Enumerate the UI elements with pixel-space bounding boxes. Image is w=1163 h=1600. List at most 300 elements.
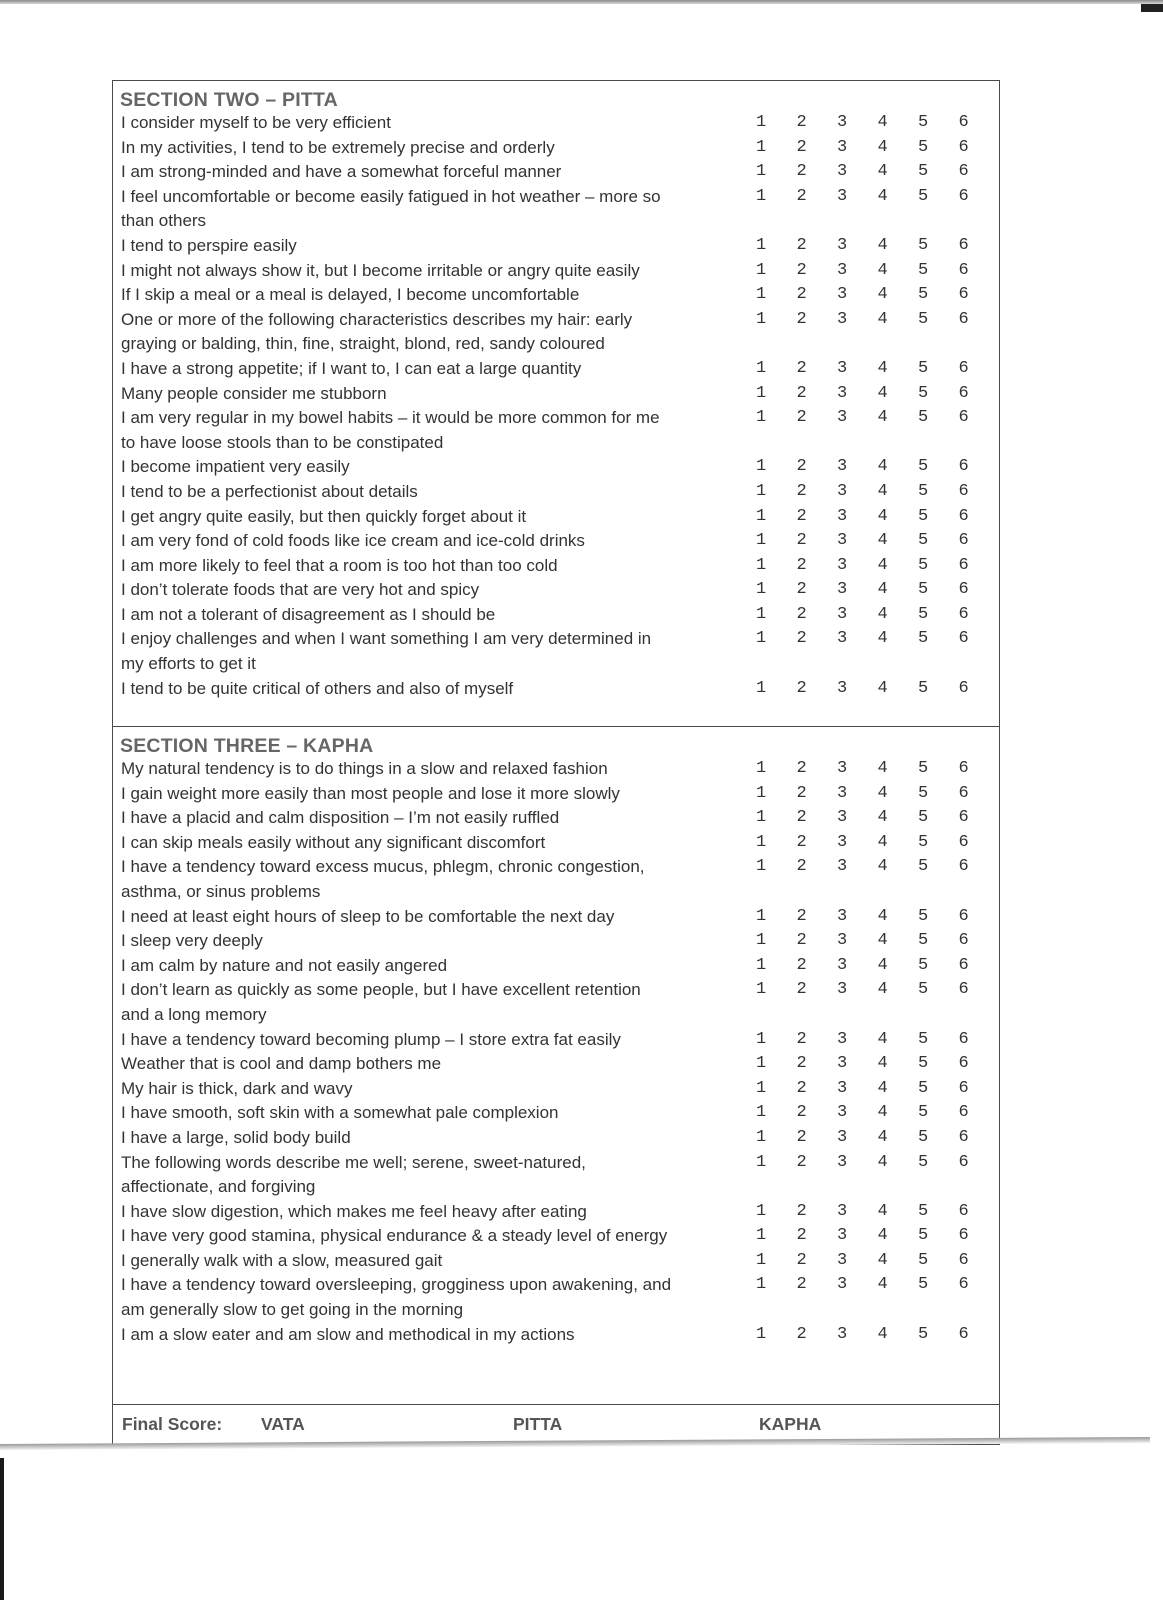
rating-option-4[interactable]: 4 [877, 1250, 888, 1270]
rating-scale [756, 1052, 999, 1077]
rating-option-3[interactable]: 3 [837, 1275, 848, 1295]
rating-option-1[interactable]: 1 [756, 186, 767, 206]
section-title: SECTION TWO – PITTA [120, 89, 338, 111]
rating-option-3[interactable]: 3 [837, 1324, 848, 1344]
rating-scale [756, 185, 999, 210]
rating-option-3[interactable]: 3 [837, 808, 848, 828]
rating-option-5[interactable]: 5 [918, 408, 929, 428]
rating-option-5[interactable]: 5 [918, 808, 929, 828]
rating-option-4[interactable]: 4 [877, 1201, 888, 1221]
rating-option-4[interactable]: 4 [877, 235, 888, 255]
rating-option-2[interactable]: 2 [796, 186, 807, 206]
question-row [113, 1151, 999, 1176]
rating-option-2[interactable]: 2 [796, 309, 807, 329]
rating-option-5[interactable]: 5 [918, 1324, 929, 1344]
question-row [113, 677, 999, 702]
rating-option-5[interactable]: 5 [918, 137, 929, 157]
rating-option-2[interactable]: 2 [796, 260, 807, 280]
final-score-kapha[interactable]: KAPHA [759, 1414, 822, 1434]
rating-option-1[interactable]: 1 [756, 980, 767, 1000]
rating-option-2[interactable]: 2 [796, 629, 807, 649]
rating-option-2[interactable]: 2 [796, 580, 807, 600]
rating-option-2[interactable]: 2 [796, 137, 807, 157]
rating-option-2[interactable]: 2 [796, 408, 807, 428]
rating-scale [756, 929, 999, 954]
rating-option-6[interactable]: 6 [958, 906, 969, 926]
rating-option-1[interactable]: 1 [756, 759, 767, 778]
rating-option-5[interactable]: 5 [918, 1029, 929, 1049]
rating-option-1[interactable]: 1 [756, 955, 767, 975]
rating-option-5[interactable]: 5 [918, 604, 929, 624]
final-score-pitta[interactable]: PITTA [513, 1414, 563, 1434]
rating-option-6[interactable]: 6 [958, 1127, 969, 1147]
rating-option-1[interactable]: 1 [756, 1103, 767, 1123]
rating-option-6[interactable]: 6 [958, 383, 969, 403]
rating-option-3[interactable]: 3 [837, 1226, 848, 1246]
rating-option-4[interactable]: 4 [877, 1324, 888, 1344]
rating-option-1[interactable]: 1 [756, 783, 767, 803]
rating-option-4[interactable]: 4 [877, 1152, 888, 1172]
scan-artifact [1141, 4, 1163, 12]
rating-option-1[interactable]: 1 [756, 260, 767, 280]
rating-option-2[interactable]: 2 [796, 1152, 807, 1172]
rating-option-2[interactable]: 2 [796, 555, 807, 575]
scan-artifact [0, 1458, 4, 1600]
rating-option-3[interactable]: 3 [837, 1250, 848, 1270]
rating-option-2[interactable]: 2 [796, 783, 807, 803]
rating-option-3[interactable]: 3 [837, 186, 848, 206]
rating-option-2[interactable]: 2 [796, 531, 807, 551]
rating-option-6[interactable]: 6 [958, 260, 969, 280]
rating-option-6[interactable]: 6 [958, 580, 969, 600]
rating-option-4[interactable]: 4 [877, 309, 888, 329]
question-row [113, 1323, 999, 1348]
rating-option-1[interactable]: 1 [756, 1324, 767, 1344]
question-row [113, 136, 999, 161]
rating-option-2[interactable]: 2 [796, 857, 807, 877]
rating-option-5[interactable]: 5 [918, 1152, 929, 1172]
rating-option-3[interactable]: 3 [837, 759, 848, 778]
question-row [113, 308, 999, 333]
question-text: Weather that is cool and damp bothers me [121, 1054, 442, 1074]
rating-option-3[interactable]: 3 [837, 235, 848, 255]
rating-option-3[interactable]: 3 [837, 832, 848, 852]
rating-option-6[interactable]: 6 [958, 358, 969, 378]
rating-option-6[interactable]: 6 [958, 604, 969, 624]
rating-option-6[interactable]: 6 [958, 931, 969, 951]
rating-scale [756, 978, 999, 1003]
rating-option-2[interactable]: 2 [796, 358, 807, 378]
rating-option-5[interactable]: 5 [918, 1201, 929, 1221]
rating-option-1[interactable]: 1 [756, 629, 767, 649]
question-text: I don’t tolerate foods that are very hot and spicy [121, 580, 480, 600]
rating-option-3[interactable]: 3 [837, 481, 848, 501]
rating-option-1[interactable]: 1 [756, 531, 767, 551]
rating-option-1[interactable]: 1 [756, 1201, 767, 1221]
rating-option-5[interactable]: 5 [918, 506, 929, 526]
rating-option-2[interactable]: 2 [796, 1324, 807, 1344]
rating-option-5[interactable]: 5 [918, 980, 929, 1000]
rating-option-1[interactable]: 1 [756, 457, 767, 477]
rating-option-3[interactable]: 3 [837, 285, 848, 305]
question-row-continuation [113, 209, 999, 234]
rating-option-4[interactable]: 4 [877, 857, 888, 877]
rating-option-3[interactable]: 3 [837, 1029, 848, 1049]
rating-option-2[interactable]: 2 [796, 931, 807, 951]
rating-option-4[interactable]: 4 [877, 113, 888, 132]
rating-option-3[interactable]: 3 [837, 408, 848, 428]
rating-scale [756, 578, 999, 603]
question-row [113, 1249, 999, 1274]
rating-option-1[interactable]: 1 [756, 1029, 767, 1049]
rating-option-5[interactable]: 5 [918, 481, 929, 501]
rating-option-1[interactable]: 1 [756, 162, 767, 182]
question-text: asthma, or sinus problems [121, 881, 321, 901]
rating-option-4[interactable]: 4 [877, 506, 888, 526]
rating-option-2[interactable]: 2 [796, 285, 807, 305]
question-text: I am more likely to feel that a room is too hot than too cold [121, 555, 558, 575]
rating-option-2[interactable]: 2 [796, 1078, 807, 1098]
rating-option-6[interactable]: 6 [958, 408, 969, 428]
rating-option-6[interactable]: 6 [958, 955, 969, 975]
question-text: I have smooth, soft skin with a somewhat pale complexion [121, 1103, 559, 1123]
rating-option-3[interactable]: 3 [837, 857, 848, 877]
rating-scale [756, 554, 999, 579]
question-text: I tend to be quite critical of others and also of myself [121, 678, 514, 698]
rating-option-4[interactable]: 4 [877, 1029, 888, 1049]
question-text: I have a strong appetite; if I want to, I can eat a large quantity [121, 358, 582, 378]
final-score-vata[interactable]: VATA [261, 1414, 305, 1434]
rating-option-5[interactable]: 5 [918, 285, 929, 305]
rating-option-4[interactable]: 4 [877, 383, 888, 403]
question-row [113, 160, 999, 185]
rating-option-1[interactable]: 1 [756, 113, 767, 132]
rating-option-5[interactable]: 5 [918, 235, 929, 255]
rating-option-6[interactable]: 6 [958, 113, 969, 132]
rating-option-5[interactable]: 5 [918, 1103, 929, 1123]
rating-option-2[interactable]: 2 [796, 1103, 807, 1123]
rating-option-2[interactable]: 2 [796, 832, 807, 852]
rating-option-1[interactable]: 1 [756, 1250, 767, 1270]
rating-option-6[interactable]: 6 [958, 481, 969, 501]
rating-option-3[interactable]: 3 [837, 931, 848, 951]
rating-scale [756, 357, 999, 382]
rating-option-2[interactable]: 2 [796, 678, 807, 698]
rating-option-3[interactable]: 3 [837, 1078, 848, 1098]
rating-option-6[interactable]: 6 [958, 162, 969, 182]
rating-option-1[interactable]: 1 [756, 1226, 767, 1246]
rating-option-6[interactable]: 6 [958, 808, 969, 828]
rating-option-1[interactable]: 1 [756, 832, 767, 852]
rating-option-5[interactable]: 5 [918, 783, 929, 803]
rating-option-4[interactable]: 4 [877, 162, 888, 182]
rating-option-3[interactable]: 3 [837, 629, 848, 649]
rating-option-1[interactable]: 1 [756, 408, 767, 428]
rating-option-1[interactable]: 1 [756, 604, 767, 624]
rating-option-2[interactable]: 2 [796, 1054, 807, 1074]
rating-option-2[interactable]: 2 [796, 906, 807, 926]
rating-option-4[interactable]: 4 [877, 1127, 888, 1147]
question-row [113, 1028, 999, 1053]
rating-option-2[interactable]: 2 [796, 113, 807, 132]
rating-option-6[interactable]: 6 [958, 759, 969, 778]
rating-option-6[interactable]: 6 [958, 186, 969, 206]
rating-option-5[interactable]: 5 [918, 309, 929, 329]
rating-option-4[interactable]: 4 [877, 1054, 888, 1074]
rating-option-4[interactable]: 4 [877, 555, 888, 575]
rating-option-4[interactable]: 4 [877, 832, 888, 852]
rating-option-2[interactable]: 2 [796, 955, 807, 975]
rating-option-2[interactable]: 2 [796, 1201, 807, 1221]
rating-option-3[interactable]: 3 [837, 1201, 848, 1221]
question-row [113, 406, 999, 431]
rating-option-4[interactable]: 4 [877, 358, 888, 378]
rating-option-6[interactable]: 6 [958, 1078, 969, 1098]
rating-option-4[interactable]: 4 [877, 260, 888, 280]
rating-option-5[interactable]: 5 [918, 857, 929, 877]
question-row [113, 455, 999, 480]
rating-option-5[interactable]: 5 [918, 358, 929, 378]
rating-option-4[interactable]: 4 [877, 604, 888, 624]
rating-option-5[interactable]: 5 [918, 555, 929, 575]
rating-option-2[interactable]: 2 [796, 1250, 807, 1270]
rating-option-5[interactable]: 5 [918, 629, 929, 649]
rating-option-6[interactable]: 6 [958, 832, 969, 852]
rating-scale [756, 627, 999, 652]
rating-option-5[interactable]: 5 [918, 1078, 929, 1098]
rating-option-2[interactable]: 2 [796, 235, 807, 255]
rating-option-4[interactable]: 4 [877, 186, 888, 206]
question-row-continuation [113, 332, 999, 357]
question-text: I gain weight more easily than most people and lose it more slowly [121, 783, 620, 803]
rating-option-4[interactable]: 4 [877, 783, 888, 803]
rating-option-1[interactable]: 1 [756, 857, 767, 877]
question-text: I am very fond of cold foods like ice cream and ice-cold drinks [121, 531, 585, 551]
rating-option-1[interactable]: 1 [756, 309, 767, 329]
rating-option-6[interactable]: 6 [958, 506, 969, 526]
rating-option-1[interactable]: 1 [756, 808, 767, 828]
question-text: I enjoy challenges and when I want something I am very determined in [121, 629, 652, 649]
rating-option-1[interactable]: 1 [756, 137, 767, 157]
rating-option-2[interactable]: 2 [796, 1275, 807, 1295]
section-pitta [113, 81, 999, 726]
rating-option-1[interactable]: 1 [756, 1054, 767, 1074]
rating-scale [756, 905, 999, 930]
rating-option-1[interactable]: 1 [756, 285, 767, 305]
rating-option-5[interactable]: 5 [918, 1127, 929, 1147]
rating-option-4[interactable]: 4 [877, 759, 888, 778]
rating-option-2[interactable]: 2 [796, 506, 807, 526]
rating-option-4[interactable]: 4 [877, 408, 888, 428]
rating-option-6[interactable]: 6 [958, 1054, 969, 1074]
rating-option-6[interactable]: 6 [958, 1103, 969, 1123]
rating-option-2[interactable]: 2 [796, 383, 807, 403]
question-text: I might not always show it, but I become irritable or angry quite easily [121, 260, 640, 280]
question-text: my efforts to get it [121, 654, 256, 674]
rating-option-4[interactable]: 4 [877, 1275, 888, 1295]
rating-option-3[interactable]: 3 [837, 506, 848, 526]
rating-option-1[interactable]: 1 [756, 580, 767, 600]
rating-option-3[interactable]: 3 [837, 260, 848, 280]
rating-option-1[interactable]: 1 [756, 358, 767, 378]
rating-option-1[interactable]: 1 [756, 506, 767, 526]
question-row [113, 855, 999, 880]
rating-scale [756, 455, 999, 480]
rating-scale [756, 855, 999, 880]
question-row [113, 905, 999, 930]
rating-option-3[interactable]: 3 [837, 1103, 848, 1123]
rating-option-4[interactable]: 4 [877, 457, 888, 477]
rating-option-3[interactable]: 3 [837, 457, 848, 477]
scan-top-edge [0, 0, 1163, 4]
rating-option-1[interactable]: 1 [756, 678, 767, 698]
rating-option-2[interactable]: 2 [796, 457, 807, 477]
question-text: I need at least eight hours of sleep to be comfortable the next day [121, 906, 615, 926]
rating-option-3[interactable]: 3 [837, 980, 848, 1000]
rating-option-6[interactable]: 6 [958, 1226, 969, 1246]
rating-option-4[interactable]: 4 [877, 629, 888, 649]
rating-option-2[interactable]: 2 [796, 1127, 807, 1147]
rating-option-2[interactable]: 2 [796, 162, 807, 182]
rating-option-5[interactable]: 5 [918, 1275, 929, 1295]
rating-option-1[interactable]: 1 [756, 1127, 767, 1147]
rating-option-5[interactable]: 5 [918, 759, 929, 778]
rating-option-5[interactable]: 5 [918, 955, 929, 975]
rating-option-3[interactable]: 3 [837, 604, 848, 624]
rating-option-3[interactable]: 3 [837, 531, 848, 551]
rating-scale [756, 1077, 999, 1102]
rating-option-5[interactable]: 5 [918, 1250, 929, 1270]
rating-option-5[interactable]: 5 [918, 162, 929, 182]
rating-option-6[interactable]: 6 [958, 137, 969, 157]
rating-option-6[interactable]: 6 [958, 285, 969, 305]
question-text: I have a tendency toward excess mucus, phlegm, chronic congestion, [121, 857, 645, 877]
rating-option-2[interactable]: 2 [796, 759, 807, 778]
rating-option-2[interactable]: 2 [796, 1029, 807, 1049]
rating-option-5[interactable]: 5 [918, 906, 929, 926]
rating-scale [756, 1126, 999, 1151]
rating-option-2[interactable]: 2 [796, 980, 807, 1000]
rating-option-1[interactable]: 1 [756, 1152, 767, 1172]
rating-option-5[interactable]: 5 [918, 931, 929, 951]
rating-option-5[interactable]: 5 [918, 186, 929, 206]
rating-option-5[interactable]: 5 [918, 1054, 929, 1074]
question-list [113, 757, 999, 1347]
rating-option-5[interactable]: 5 [918, 260, 929, 280]
rating-option-1[interactable]: 1 [756, 931, 767, 951]
rating-option-3[interactable]: 3 [837, 1152, 848, 1172]
rating-option-4[interactable]: 4 [877, 678, 888, 698]
rating-option-1[interactable]: 1 [756, 383, 767, 403]
rating-option-6[interactable]: 6 [958, 457, 969, 477]
rating-option-3[interactable]: 3 [837, 906, 848, 926]
rating-option-5[interactable]: 5 [918, 113, 929, 132]
rating-option-3[interactable]: 3 [837, 955, 848, 975]
question-row [113, 357, 999, 382]
rating-option-1[interactable]: 1 [756, 481, 767, 501]
rating-option-4[interactable]: 4 [877, 285, 888, 305]
question-text: I tend to perspire easily [121, 235, 297, 255]
rating-option-4[interactable]: 4 [877, 808, 888, 828]
rating-option-4[interactable]: 4 [877, 531, 888, 551]
rating-option-6[interactable]: 6 [958, 783, 969, 803]
rating-option-5[interactable]: 5 [918, 678, 929, 698]
rating-option-5[interactable]: 5 [918, 580, 929, 600]
rating-option-3[interactable]: 3 [837, 783, 848, 803]
rating-option-1[interactable]: 1 [756, 906, 767, 926]
rating-option-6[interactable]: 6 [958, 980, 969, 1000]
rating-option-4[interactable]: 4 [877, 580, 888, 600]
rating-option-3[interactable]: 3 [837, 162, 848, 182]
rating-option-6[interactable]: 6 [958, 629, 969, 649]
rating-option-6[interactable]: 6 [958, 1201, 969, 1221]
rating-option-6[interactable]: 6 [958, 1250, 969, 1270]
question-text: I have slow digestion, which makes me feel heavy after eating [121, 1201, 587, 1221]
rating-option-3[interactable]: 3 [837, 383, 848, 403]
rating-option-2[interactable]: 2 [796, 808, 807, 828]
rating-scale [756, 1101, 999, 1126]
question-row [113, 259, 999, 284]
rating-option-3[interactable]: 3 [837, 555, 848, 575]
rating-option-5[interactable]: 5 [918, 383, 929, 403]
rating-option-4[interactable]: 4 [877, 1103, 888, 1123]
rating-option-5[interactable]: 5 [918, 531, 929, 551]
question-row [113, 806, 999, 831]
rating-option-2[interactable]: 2 [796, 604, 807, 624]
rating-option-4[interactable]: 4 [877, 931, 888, 951]
rating-option-3[interactable]: 3 [837, 1054, 848, 1074]
rating-option-3[interactable]: 3 [837, 1127, 848, 1147]
rating-option-6[interactable]: 6 [958, 1275, 969, 1295]
rating-option-4[interactable]: 4 [877, 906, 888, 926]
question-text: I have very good stamina, physical endurance & a steady level of energy [121, 1226, 668, 1246]
rating-option-4[interactable]: 4 [877, 1078, 888, 1098]
rating-option-3[interactable]: 3 [837, 309, 848, 329]
rating-option-5[interactable]: 5 [918, 832, 929, 852]
rating-option-1[interactable]: 1 [756, 1275, 767, 1295]
rating-option-3[interactable]: 3 [837, 113, 848, 132]
rating-option-6[interactable]: 6 [958, 678, 969, 698]
question-text: I generally walk with a slow, measured gait [121, 1250, 443, 1270]
section-title: SECTION THREE – KAPHA [120, 735, 374, 757]
rating-option-6[interactable]: 6 [958, 235, 969, 255]
rating-option-6[interactable]: 6 [958, 555, 969, 575]
rating-option-1[interactable]: 1 [756, 235, 767, 255]
rating-option-4[interactable]: 4 [877, 980, 888, 1000]
rating-option-1[interactable]: 1 [756, 1078, 767, 1098]
rating-option-2[interactable]: 2 [796, 1226, 807, 1246]
rating-option-3[interactable]: 3 [837, 137, 848, 157]
rating-option-6[interactable]: 6 [958, 857, 969, 877]
rating-option-3[interactable]: 3 [837, 358, 848, 378]
rating-option-2[interactable]: 2 [796, 481, 807, 501]
rating-option-4[interactable]: 4 [877, 955, 888, 975]
rating-option-3[interactable]: 3 [837, 678, 848, 698]
rating-option-4[interactable]: 4 [877, 481, 888, 501]
rating-option-6[interactable]: 6 [958, 1324, 969, 1344]
rating-option-6[interactable]: 6 [958, 1152, 969, 1172]
rating-option-3[interactable]: 3 [837, 580, 848, 600]
rating-option-6[interactable]: 6 [958, 531, 969, 551]
rating-option-5[interactable]: 5 [918, 1226, 929, 1246]
rating-option-4[interactable]: 4 [877, 1226, 888, 1246]
rating-option-6[interactable]: 6 [958, 309, 969, 329]
rating-option-4[interactable]: 4 [877, 137, 888, 157]
rating-option-6[interactable]: 6 [958, 1029, 969, 1049]
rating-option-1[interactable]: 1 [756, 555, 767, 575]
rating-option-5[interactable]: 5 [918, 457, 929, 477]
question-row [113, 1200, 999, 1225]
